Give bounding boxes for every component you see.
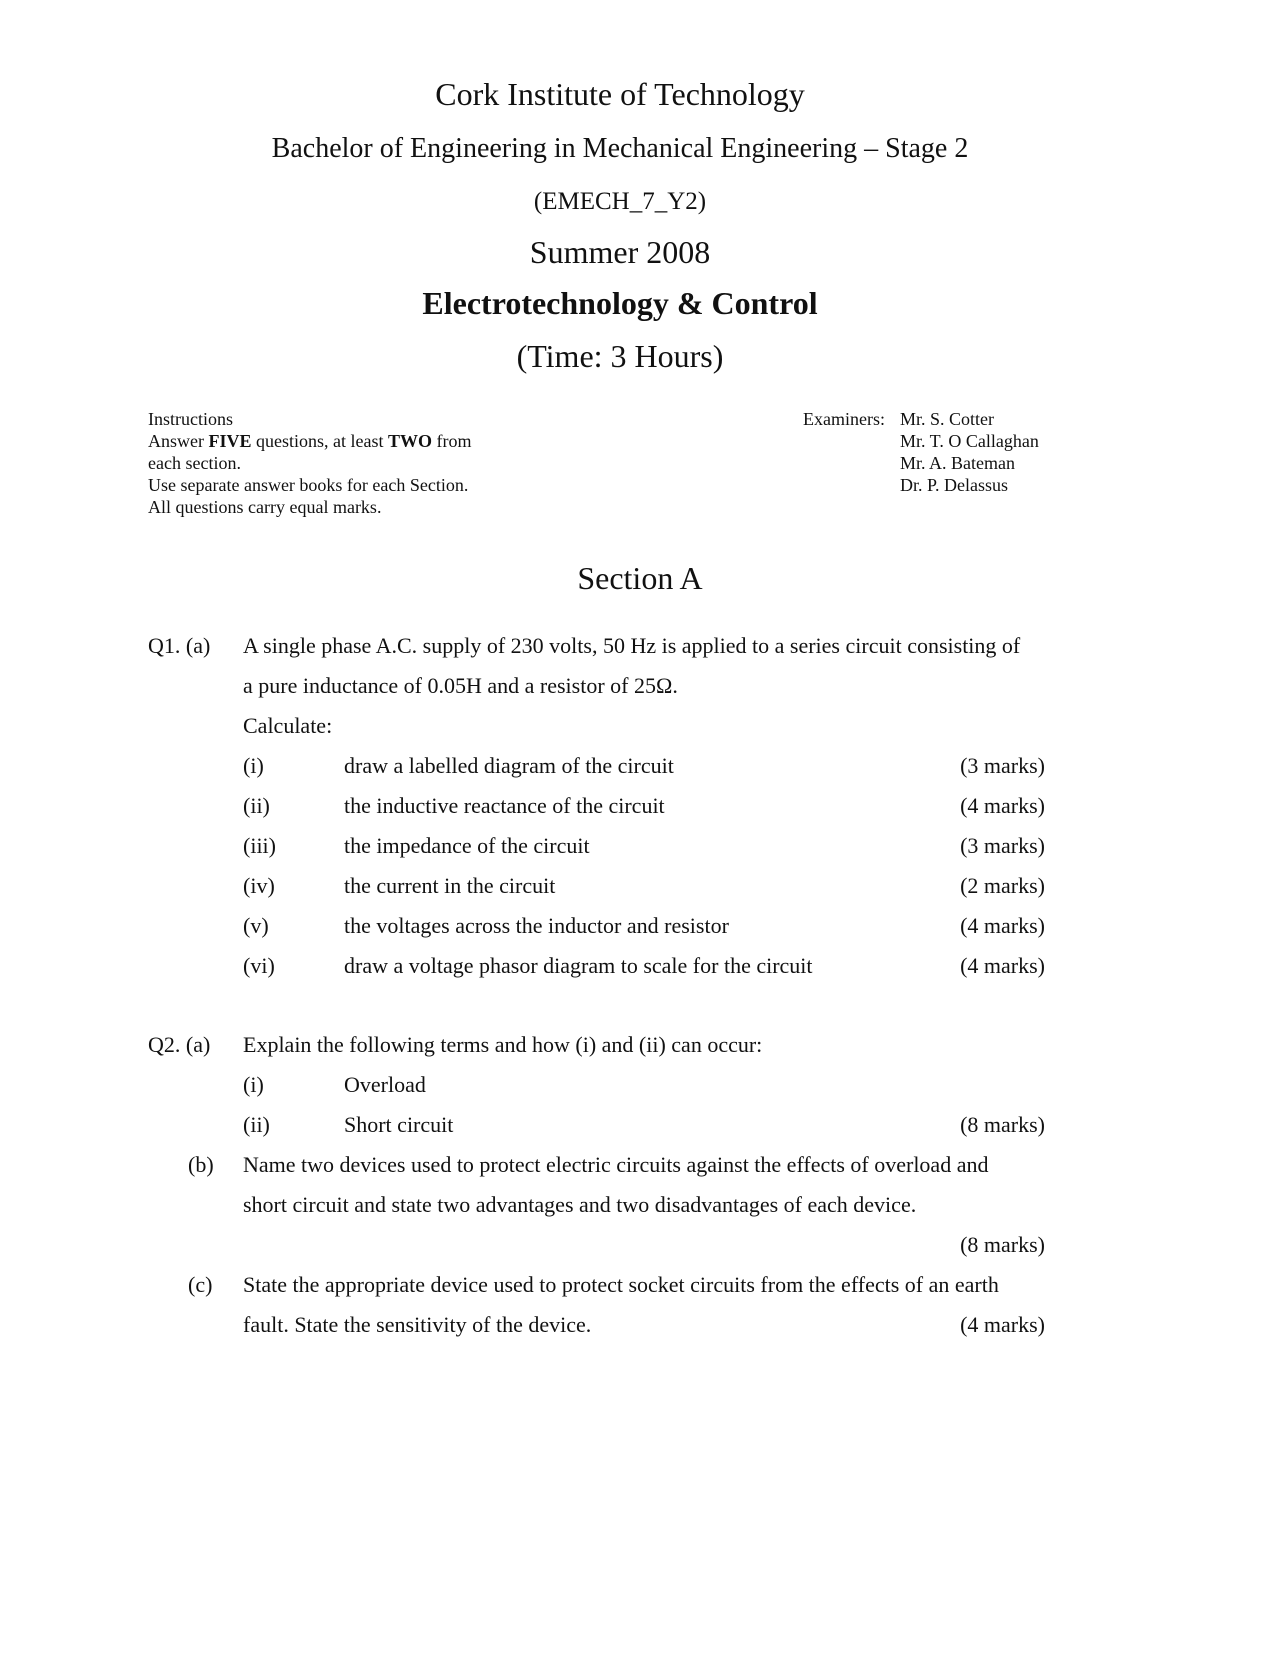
examiners-label: Examiners: — [803, 409, 885, 429]
instructions-line-3: Use separate answer books for each Section. — [148, 475, 469, 495]
section-title: Section A — [577, 560, 703, 596]
instructions-line-2: each section. — [148, 453, 241, 473]
item-marks: (4 marks) — [960, 793, 1045, 818]
instructions-title: Instructions — [148, 409, 233, 429]
item-number: (i) — [243, 1072, 264, 1097]
part-label: (c) — [188, 1272, 213, 1297]
item-marks: (3 marks) — [960, 833, 1045, 858]
item-marks: (4 marks) — [960, 1312, 1045, 1337]
instructions-bold: FIVE — [208, 431, 252, 451]
instructions-text: Answer — [148, 431, 209, 451]
question-text: a pure inductance of 0.05H and a resistor of 25Ω. — [243, 673, 678, 698]
question-text: A single phase A.C. supply of 230 volts, 50 Hz is applied to a series circuit consisting of — [243, 633, 1021, 658]
calculate-label: Calculate: — [243, 713, 333, 738]
question-text: Name two devices used to protect electric circuits against the effects of overload and — [243, 1152, 989, 1177]
examiner-name: Mr. S. Cotter — [900, 409, 995, 429]
instructions-line-1 — [148, 430, 472, 452]
instructions-text: questions, at least — [251, 431, 388, 451]
examiner-name: Mr. T. O Callaghan — [900, 431, 1039, 451]
programme-title: Bachelor of Engineering in Mechanical Engineering – Stage 2 — [271, 133, 969, 164]
question-text: fault. State the sensitivity of the device. — [243, 1312, 592, 1337]
item-marks: (8 marks) — [960, 1232, 1045, 1257]
item-text: Short circuit — [344, 1112, 454, 1137]
institution-title: Cork Institute of Technology — [435, 76, 805, 112]
item-text: the impedance of the circuit — [344, 833, 590, 858]
item-text: the inductive reactance of the circuit — [344, 793, 665, 818]
instructions-bold: TWO — [388, 431, 433, 451]
question-label: Q2. (a) — [148, 1032, 211, 1057]
item-text: draw a voltage phasor diagram to scale for the circuit — [344, 953, 813, 978]
item-number: (i) — [243, 753, 264, 778]
item-text: the current in the circuit — [344, 873, 556, 898]
question-label: Q1. (a) — [148, 633, 211, 658]
exam-session: Summer 2008 — [529, 234, 711, 270]
item-number: (vi) — [243, 953, 275, 978]
subject-title: Electrotechnology & Control — [422, 285, 818, 321]
examiner-name: Dr. P. Delassus — [900, 475, 1009, 495]
exam-duration: (Time: 3 Hours) — [516, 338, 724, 374]
instructions-text: from — [432, 431, 472, 451]
question-text: short circuit and state two advantages and two disadvantages of each device. — [243, 1192, 917, 1217]
item-marks: (8 marks) — [960, 1112, 1045, 1137]
part-label: (b) — [188, 1152, 214, 1177]
item-number: (ii) — [243, 793, 270, 818]
item-marks: (4 marks) — [960, 913, 1045, 938]
item-number: (iv) — [243, 873, 275, 898]
item-number: (v) — [243, 913, 269, 938]
question-text: State the appropriate device used to protect socket circuits from the effects of an earth — [243, 1272, 999, 1297]
item-text: the voltages across the inductor and resistor — [344, 913, 729, 938]
item-number: (ii) — [243, 1112, 270, 1137]
item-text: draw a labelled diagram of the circuit — [344, 753, 674, 778]
item-text: Overload — [344, 1072, 426, 1097]
item-number: (iii) — [243, 833, 276, 858]
examiner-name: Mr. A. Bateman — [900, 453, 1015, 473]
item-marks: (2 marks) — [960, 873, 1045, 898]
instructions-line-4: All questions carry equal marks. — [148, 497, 382, 517]
course-code: (EMECH_7_Y2) — [533, 188, 707, 215]
question-text: Explain the following terms and how (i) and (ii) can occur: — [243, 1032, 763, 1057]
item-marks: (4 marks) — [960, 953, 1045, 978]
item-marks: (3 marks) — [960, 753, 1045, 778]
